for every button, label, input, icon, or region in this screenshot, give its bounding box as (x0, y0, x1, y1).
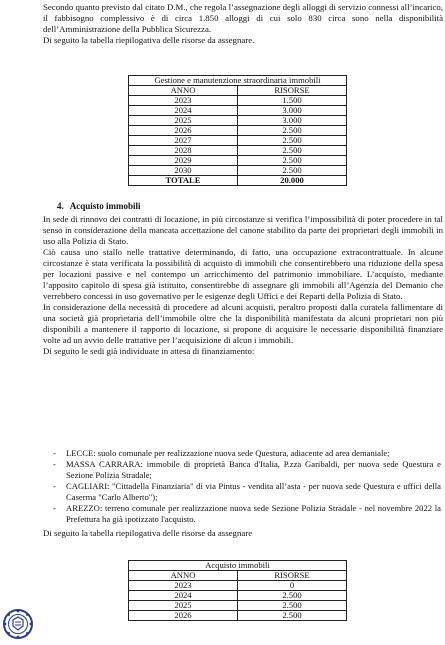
total-label: TOTALE (129, 176, 238, 186)
table-title: Gestione e manutenzione straordinaria immobili (129, 76, 347, 86)
table-row (129, 96, 347, 106)
bullet-dash: - (53, 481, 56, 491)
table-row (129, 106, 347, 116)
sites-list (53, 448, 441, 525)
list-item (53, 459, 441, 481)
list-item-text: CAGLIARI: "Cittadella Finanziaria" di via Pintus - vendita all’asta - per nuova sede Questura e uffici della Caserma "Carlo Alberto"); (66, 481, 441, 502)
table-row (129, 166, 347, 176)
total-value: 20.000 (238, 176, 347, 186)
bullet-dash: - (53, 448, 56, 458)
table-row (129, 591, 347, 601)
section-number: 4. (57, 201, 64, 211)
cell-value: 2.500 (238, 126, 347, 136)
list-item-text: AREZZO: terreno comunale per realizzazione nuova sede Sezione Polizia Stradale - nel novembre 2022 la Prefettura ha già ipotizzato l'acquisto. (66, 503, 441, 524)
table-row (129, 611, 347, 621)
table-acquisitions (128, 560, 347, 621)
cell-year: 2024 (129, 591, 238, 601)
cell-value: 2.500 (238, 136, 347, 146)
table-row (129, 581, 347, 591)
list-item (53, 481, 441, 503)
column-header-year: ANNO (129, 571, 238, 581)
cell-year: 2026 (129, 611, 238, 621)
intro-block (43, 2, 443, 46)
bullet-dash: - (53, 503, 56, 513)
list-item-text: MASSA CARRARA: immobile di proprietà Banca d'Italia, P.zza Garibaldi, per nuova sede Questura e Sezione Polizia Stradale; (66, 459, 441, 480)
cell-year: 2028 (129, 146, 238, 156)
list-item (53, 503, 441, 525)
section-body (43, 214, 443, 357)
table-total-row (129, 176, 347, 186)
table-title: Acquisto immobili (129, 561, 347, 571)
table-row (129, 136, 347, 146)
intro-table-lead: Di seguito la tabella riepilogativa delle risorse da assegnare. (43, 35, 255, 45)
table-row (129, 146, 347, 156)
table2-lead: Di seguito la tabella riepilogativa delle risorse da assegnare (43, 528, 253, 538)
cell-value: 2.500 (238, 591, 347, 601)
cell-value: 2.500 (238, 611, 347, 621)
table-row (129, 116, 347, 126)
cell-year: 2024 (129, 106, 238, 116)
column-header-year: ANNO (129, 86, 238, 96)
list-item-text: LECCE: suolo comunale per realizzazione nuova sede Questura, adiacente ad area demaniale; (66, 448, 390, 458)
cell-value: 0 (238, 581, 347, 591)
cell-year: 2029 (129, 156, 238, 166)
cell-year: 2025 (129, 116, 238, 126)
table-row (129, 126, 347, 136)
paragraph: Ciò causa uno stallo nelle trattative determinando, di fatto, una occupazione extracontrattuale. In alcune circostanze è stata verificata la possibilità di acquisto di immobili che consentirebbero una riduzione della spesa per locazioni passive e nel contempo un arricchimento del patrimonio immobiliare. L’acquisto, mediante l’apposito capitolo di spesa già istituito, consentirebbe di assegnare gli immobili all’Agenzia del Demanio che verrebbero concessi in uso governativo per le esigenze degli Uffici e dei Reparti della Polizia di Stato. (43, 247, 443, 301)
cell-value: 2.500 (238, 146, 347, 156)
paragraph: In considerazione della necessità di procedere ad alcuni acquisti, peraltro proposti dalla curatela fallimentare di una società già proprietaria dell’immobile oltre che la disponibilità manifestata da alcuni proprietari non più disponibili a mantenere il rapporto di locazione, si propone di acquisire le necessarie disponibilità finanziare volte ad un avvio delle trattative per l’acquisizione di alcun i immobili. (43, 302, 443, 345)
intro-paragraph: Secondo quanto previsto dal citato D.M., che regola l’assegnazione degli alloggi di servizio connessi all’incarico, il fabbisogno complessivo è di circa 1.850 alloggi di cui solo 830 circa sono nella disponibilità dell’Amministrazione della Pubblica Sicurezza. (43, 2, 443, 34)
cell-value: 1.500 (238, 96, 347, 106)
cell-year: 2027 (129, 136, 238, 146)
table-row (129, 601, 347, 611)
cell-value: 2.500 (238, 166, 347, 176)
cell-year: 2025 (129, 601, 238, 611)
cell-year: 2023 (129, 96, 238, 106)
table-maintenance (128, 75, 347, 186)
column-header-resources: RISORSE (238, 86, 347, 96)
section-title: Acquisto immobili (69, 201, 141, 211)
table-row (129, 156, 347, 166)
cell-year: 2023 (129, 581, 238, 591)
cell-value: 3.000 (238, 106, 347, 116)
list-item (53, 448, 441, 459)
paragraph: In sede di rinnovo dei contratti di locazione, in più circostanze si verifica l’impossibilità di poter procedere in tal senso in considerazione della mancata accettazione del canone stabilito da parte dei proprietari degli immobili in uso alla Polizia di Stato. (43, 214, 443, 246)
cell-value: 2.500 (238, 156, 347, 166)
paragraph: Di seguito le sedi già individuate in attesa di finanziamento: (43, 346, 255, 356)
cell-value: 3.000 (238, 116, 347, 126)
column-header-resources: RISORSE (238, 571, 347, 581)
cell-year: 2030 (129, 166, 238, 176)
cell-year: 2026 (129, 126, 238, 136)
section-heading (43, 201, 141, 211)
cell-value: 2.500 (238, 601, 347, 611)
bullet-dash: - (53, 459, 56, 469)
police-emblem-icon (2, 608, 34, 640)
